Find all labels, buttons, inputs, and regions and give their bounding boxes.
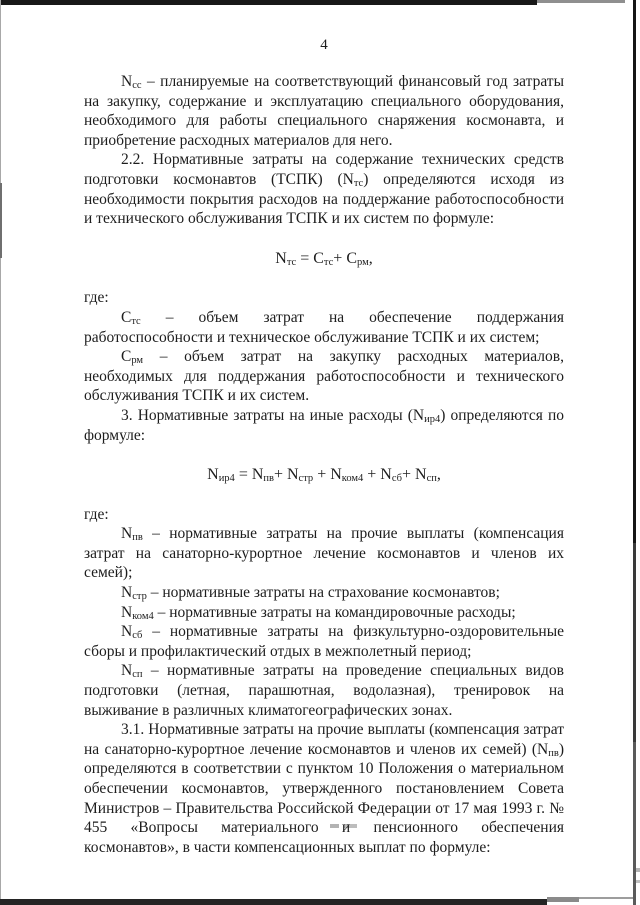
paragraph-3: 3. Нормативные затраты на иные расходы $(N_{ир4})$ определяются по формуле:: [84, 406, 565, 444]
paragraph-srm-definition: $С_{рм}$ – объем затрат на закупку расходных материалов, необходимых для поддержания работоспособности и технического обслуживания ТСПК и их систем.: [84, 348, 564, 405]
scan-edge-right-dash: [636, 868, 640, 872]
scan-edge-bottom-gray: [547, 897, 579, 902]
formula-nts: $N_{тс} = С_{тс}+ С_{рм}$,: [275, 249, 373, 268]
paragraph-nstr-definition: $N_{стр}$ – нормативные затраты на страхование космонавтов;: [121, 584, 500, 603]
paragraph-2-2: 2.2. Нормативные затраты на содержание технических средств подготовки космонавтов (ТСПК) $(N_{тс})$ определяются исходя из необходимости покрытия расходов на поддержание работоспособности и технического обслуживания ТСПК и их систем по формуле:: [84, 151, 564, 228]
paragraph-3-1: 3.1. Нормативные затраты на прочие выплаты (компенсация затрат на санаторно-курортное лечение космонавтов и членов их семей) $(N_{пв})$ определяются в соответствии с пунктом 10 Положения о материальном обеспечении космонавтов, утвержденного постановлением Совета Министров – Правительства Российской Федерации от 17 мая 1993 г. № 455 «Вопросы материального и пенсионного обеспечения космонавтов», в части компенсационных выплат по формуле:: [84, 721, 564, 856]
paragraph-nkom4-definition: $N_{ком4}$ – нормативные затраты на командировочные расходы;: [121, 603, 516, 622]
where-label-1: где:: [84, 289, 109, 307]
paragraph-sts-definition: $С_{тс}$ – объем затрат на обеспечение поддержания работоспособности и техническое обслуживание ТСПК и их систем;: [84, 308, 564, 346]
document-body: [84, 72, 564, 857]
scan-edge-bottom-thin: [579, 897, 633, 899]
paragraph-npv-definition: $N_{пв}$ – нормативные затраты на прочие выплаты (компенсация затрат на санаторно-курортное лечение космонавтов и членов их семей);: [84, 525, 564, 582]
page-number: 4: [320, 37, 328, 53]
scan-edge-bottom-dark: [0, 899, 547, 905]
paragraph-nsb-definition: $N_{сб}$ – нормативные затраты на физкультурно-оздоровительные сборы и профилактический отдых в межполетный период;: [84, 623, 564, 660]
scan-edge-top-dark: [0, 0, 537, 5]
scan-edge-left-mark: [0, 183, 2, 258]
paragraph-nss-definition: $N_{сс}$ – планируемые на соответствующий финансовый год затраты на закупку, содержание и эксплуатацию специального оборудования, необходимого для работы специального снаряжения космонавта, и приобретение расходных материалов для него.: [84, 73, 564, 149]
formula-nir4: $N_{ир4} = N_{пв}+ N_{стр} + N_{ком4} + N_{сб}+ N_{сп}$,: [207, 466, 441, 485]
where-label-2: где:: [84, 505, 109, 523]
scan-edge-top-gray: [537, 0, 625, 3]
scan-edge-left: [0, 0, 1, 905]
scan-edge-right-dash: [636, 880, 640, 883]
scan-edge-right: [633, 0, 636, 905]
paragraph-nsp-definition: $N_{сп}$ – нормативные затраты на проведение специальных видов подготовки (летная, парашютная, водолазная), тренировок на выживание в различных климатогеографических зонах.: [84, 662, 564, 719]
